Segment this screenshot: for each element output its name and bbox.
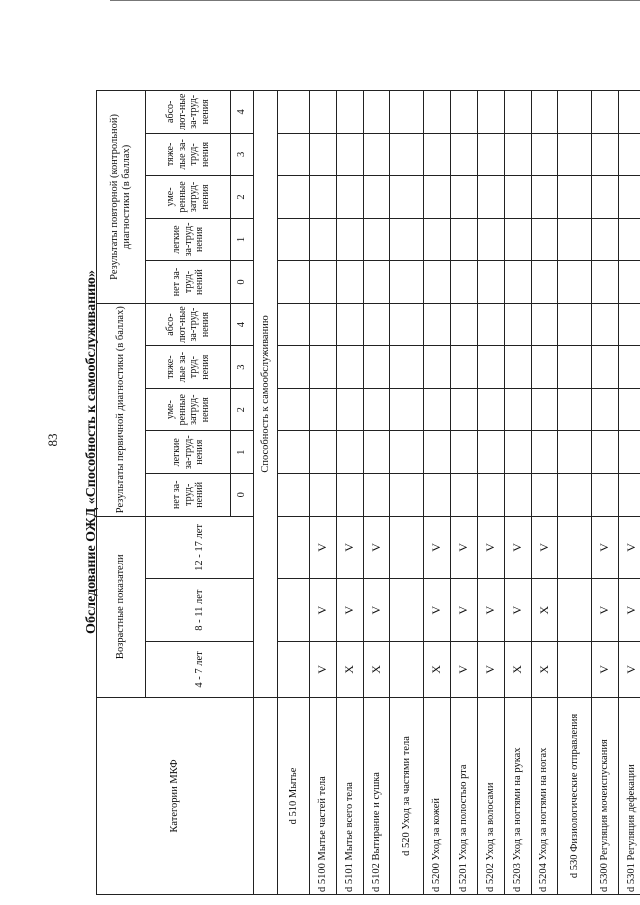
row-label: d 5300 Регуляция мочеиспускания bbox=[592, 697, 619, 894]
age-header: 12 - 17 лет bbox=[146, 516, 254, 579]
mark-cell: V bbox=[618, 516, 640, 579]
mark-cell: V bbox=[618, 641, 640, 697]
level-header: нет за-труд-нений bbox=[146, 474, 231, 517]
category-header: Категории МКФ bbox=[97, 697, 254, 894]
level-header: уме-ренные затруд-нения bbox=[146, 176, 231, 219]
row-label: d 520 Уход за частями тела bbox=[390, 697, 424, 894]
mark-cell: V bbox=[477, 516, 504, 579]
mark-cell: V bbox=[504, 579, 531, 642]
row-label: d 5101 Мытье всего тела bbox=[336, 697, 363, 894]
level-header: нет за-труд-нений bbox=[146, 261, 231, 304]
row-label: d 5201 Уход за полостью рта bbox=[450, 697, 477, 894]
level-header: легкие за-труд-нения bbox=[146, 431, 231, 474]
score-header: 2 bbox=[231, 388, 253, 431]
row-label: d 530 Физиологические отправления bbox=[558, 697, 592, 894]
score-header: 2 bbox=[231, 176, 253, 219]
mark-cell: V bbox=[531, 516, 558, 579]
scan-edge-line bbox=[110, 0, 640, 1]
table-row bbox=[477, 91, 504, 895]
section-title: Способность к самообслуживанию bbox=[253, 91, 278, 698]
table-row bbox=[618, 91, 640, 895]
table-row bbox=[336, 91, 363, 895]
mark-cell bbox=[278, 641, 309, 697]
mark-cell: V bbox=[592, 641, 619, 697]
mark-cell: V bbox=[477, 641, 504, 697]
blank-cell bbox=[253, 697, 278, 894]
header-row-1 bbox=[97, 91, 146, 895]
level-header: уме-ренные затруд-нения bbox=[146, 388, 231, 431]
icf-assessment-table bbox=[96, 90, 640, 895]
score-header: 3 bbox=[231, 133, 253, 176]
mark-cell: V bbox=[363, 579, 390, 642]
score-header: 0 bbox=[231, 261, 253, 304]
mark-cell: V bbox=[309, 641, 336, 697]
table-row bbox=[558, 91, 592, 895]
mark-cell: V bbox=[504, 516, 531, 579]
mark-cell: V bbox=[336, 579, 363, 642]
table-row bbox=[504, 91, 531, 895]
mark-cell: V bbox=[618, 579, 640, 642]
mark-cell bbox=[390, 579, 424, 642]
mark-cell: V bbox=[363, 516, 390, 579]
mark-cell bbox=[278, 579, 309, 642]
mark-cell bbox=[558, 516, 592, 579]
score-header: 4 bbox=[231, 303, 253, 346]
mark-cell bbox=[390, 516, 424, 579]
mark-cell: V bbox=[424, 579, 451, 642]
rotated-table-wrapper bbox=[96, 90, 640, 895]
score-header: 1 bbox=[231, 218, 253, 261]
table-row bbox=[424, 91, 451, 895]
row-label: d 5100 Мытье частей тела bbox=[309, 697, 336, 894]
row-label: d 5203 Уход за ногтями на руках bbox=[504, 697, 531, 894]
table-row bbox=[390, 91, 424, 895]
mark-cell: X bbox=[363, 641, 390, 697]
row-label: d 5204 Уход за ногтями на ногах bbox=[531, 697, 558, 894]
level-header: тяже-лые за-труд-нения bbox=[146, 346, 231, 389]
age-header: 8 - 11 лет bbox=[146, 579, 254, 642]
mark-cell: X bbox=[504, 641, 531, 697]
mark-cell: V bbox=[477, 579, 504, 642]
primary-diagnostics-header: Результаты первичной диагностики (в баллах) bbox=[97, 303, 146, 516]
mark-cell: X bbox=[531, 579, 558, 642]
page-number: 83 bbox=[45, 433, 60, 447]
table-row bbox=[278, 91, 309, 895]
score-header: 4 bbox=[231, 91, 253, 134]
mark-cell bbox=[390, 641, 424, 697]
repeat-diagnostics-header: Результаты повторной (контрольной) диагностики (в баллах) bbox=[97, 91, 146, 304]
mark-cell: V bbox=[450, 516, 477, 579]
table-row bbox=[363, 91, 390, 895]
mark-cell: V bbox=[424, 516, 451, 579]
mark-cell: V bbox=[450, 641, 477, 697]
mark-cell: V bbox=[309, 579, 336, 642]
row-label: d 5301 Регуляция дефекации bbox=[618, 697, 640, 894]
mark-cell: X bbox=[336, 641, 363, 697]
score-header: 3 bbox=[231, 346, 253, 389]
mark-cell: V bbox=[592, 516, 619, 579]
mark-cell: V bbox=[450, 579, 477, 642]
mark-cell: X bbox=[424, 641, 451, 697]
table-row bbox=[531, 91, 558, 895]
row-label: d 5200 Уход за кожей bbox=[424, 697, 451, 894]
mark-cell: V bbox=[592, 579, 619, 642]
mark-cell: V bbox=[309, 516, 336, 579]
score-header: 0 bbox=[231, 474, 253, 517]
mark-cell: X bbox=[531, 641, 558, 697]
row-label: d 510 Мытье bbox=[278, 697, 309, 894]
level-header: абсо-лют-ные за-труд-нения bbox=[146, 91, 231, 134]
row-label: d 5102 Вытирание и сушка bbox=[363, 697, 390, 894]
table-row bbox=[592, 91, 619, 895]
table-row bbox=[309, 91, 336, 895]
document-title: Обследование ОЖД «Способность к самообслуживанию» bbox=[84, 270, 99, 634]
level-header: легкие за-труд-нения bbox=[146, 218, 231, 261]
row-label: d 5202 Уход за волосами bbox=[477, 697, 504, 894]
mark-cell bbox=[278, 516, 309, 579]
level-header: абсо-лют-ные за-труд-нения bbox=[146, 303, 231, 346]
age-group-header: Возрастные показатели bbox=[97, 516, 146, 697]
level-header: тяже-лые за-труд-нения bbox=[146, 133, 231, 176]
age-header: 4 - 7 лет bbox=[146, 641, 254, 697]
table-row bbox=[450, 91, 477, 895]
section-title-row bbox=[253, 91, 278, 895]
mark-cell: V bbox=[336, 516, 363, 579]
score-header: 1 bbox=[231, 431, 253, 474]
mark-cell bbox=[558, 641, 592, 697]
mark-cell bbox=[558, 579, 592, 642]
